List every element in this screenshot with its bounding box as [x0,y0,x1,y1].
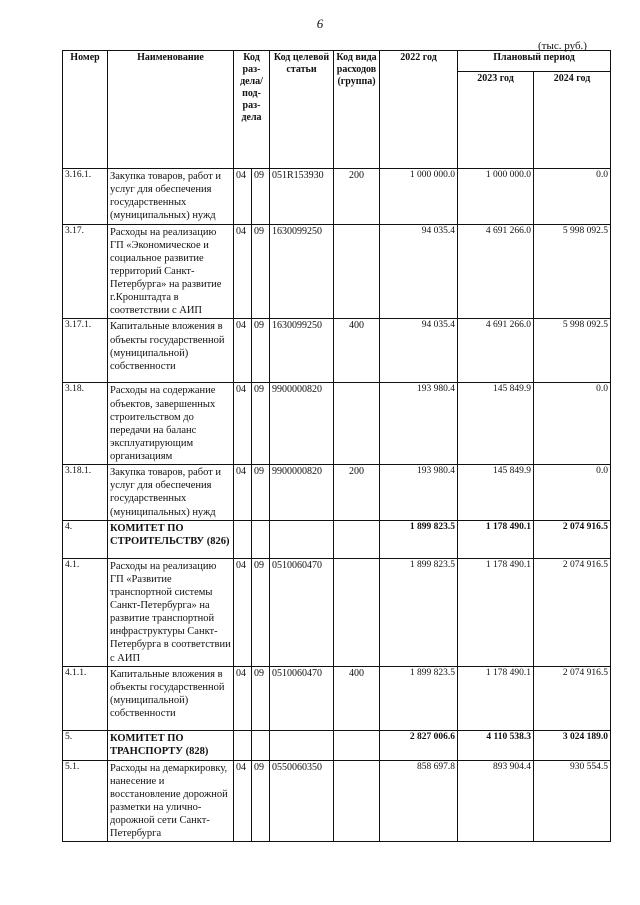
row-expense-type [334,730,380,760]
row-amount-2023: 145 849.9 [458,383,534,465]
row-amount-2023: 1 178 490.1 [458,520,534,558]
row-amount-2024: 930 554.5 [534,760,611,842]
row-amount-2024: 2 074 916.5 [534,558,611,666]
table-row [63,520,611,558]
row-subsection: 09 [252,224,270,319]
row-amount-2022: 94 035.4 [380,319,458,383]
row-subsection: 09 [252,666,270,730]
row-amount-2022: 858 697.8 [380,760,458,842]
row-number: 3.18. [63,383,108,465]
row-target-code: 0510060470 [270,558,334,666]
row-section: 04 [234,383,252,465]
row-amount-2024: 5 998 092.5 [534,224,611,319]
header-year-2023: 2023 год [458,72,534,169]
budget-table [62,50,611,842]
row-expense-type [334,760,380,842]
row-expense-type [334,520,380,558]
table-row [63,558,611,666]
table-row [63,465,611,521]
row-name: Расходы на реализацию ГП «Экономическое и социальное развитие территорий Санкт-Петербурга» на развитие г.Кронштадта в соответствии с АИП [108,224,234,319]
row-section [234,730,252,760]
table-body [63,169,611,842]
table-row [63,383,611,465]
header-year-2022: 2022 год [380,51,458,169]
row-name: Капитальные вложения в объекты государственной (муниципальной) собственности [108,666,234,730]
row-amount-2024: 0.0 [534,465,611,521]
row-target-code: 1630099250 [270,224,334,319]
row-name: Расходы на содержание объектов, завершенных строительством до передачи на баланс эксплуатирующим организациям [108,383,234,465]
row-section: 04 [234,666,252,730]
header-name: Наименование [108,51,234,169]
row-section [234,520,252,558]
table-header [63,51,611,169]
row-amount-2024: 2 074 916.5 [534,520,611,558]
row-expense-type [334,558,380,666]
row-name: КОМИТЕТ ПО СТРОИТЕЛЬСТВУ (826) [108,520,234,558]
row-amount-2023: 1 000 000.0 [458,169,534,225]
row-number: 3.17. [63,224,108,319]
row-amount-2022: 1 899 823.5 [380,520,458,558]
row-name: Закупка товаров, работ и услуг для обеспечения государственных (муниципальных) нужд [108,465,234,521]
row-amount-2024: 3 024 189.0 [534,730,611,760]
row-name: КОМИТЕТ ПО ТРАНСПОРТУ (828) [108,730,234,760]
row-amount-2023: 893 904.4 [458,760,534,842]
row-amount-2024: 2 074 916.5 [534,666,611,730]
header-planned-period: Плановый период [458,51,611,72]
row-amount-2022: 1 899 823.5 [380,666,458,730]
row-name: Закупка товаров, работ и услуг для обеспечения государственных (муниципальных) нужд [108,169,234,225]
row-subsection: 09 [252,319,270,383]
row-number: 3.18.1. [63,465,108,521]
row-name: Расходы на демаркировку, нанесение и восстановление дорожной разметки на улично-дорожной сети Санкт-Петербурга [108,760,234,842]
row-expense-type: 400 [334,319,380,383]
row-amount-2023: 4 691 266.0 [458,319,534,383]
row-number: 4.1. [63,558,108,666]
row-expense-type [334,224,380,319]
row-amount-2023: 1 178 490.1 [458,666,534,730]
row-number: 3.17.1. [63,319,108,383]
row-amount-2023: 4 110 538.3 [458,730,534,760]
row-target-code [270,520,334,558]
page-number: 6 [316,16,324,31]
table-row [63,666,611,730]
row-target-code: 0510060470 [270,666,334,730]
row-amount-2024: 5 998 092.5 [534,319,611,383]
row-amount-2024: 0.0 [534,383,611,465]
row-section: 04 [234,558,252,666]
header-expense-type: Код вида расходов (группа) [334,51,380,169]
row-section: 04 [234,465,252,521]
row-name: Расходы на реализацию ГП «Развитие транспортной системы Санкт-Петербурга» на развитие транспортной инфраструктуры Санкт-Петербурга в соответствии с АИП [108,558,234,666]
row-number: 3.16.1. [63,169,108,225]
row-amount-2022: 2 827 006.6 [380,730,458,760]
row-subsection: 09 [252,169,270,225]
row-name: Капитальные вложения в объекты государственной (муниципальной) собственности [108,319,234,383]
row-target-code: 051R153930 [270,169,334,225]
row-amount-2023: 145 849.9 [458,465,534,521]
header-target-code: Код целевой статьи [270,51,334,169]
row-section: 04 [234,224,252,319]
row-subsection [252,730,270,760]
row-subsection: 09 [252,465,270,521]
row-subsection: 09 [252,558,270,666]
row-amount-2022: 193 980.4 [380,383,458,465]
row-target-code: 1630099250 [270,319,334,383]
row-amount-2022: 1 000 000.0 [380,169,458,225]
row-target-code [270,730,334,760]
row-number: 4. [63,520,108,558]
row-number: 4.1.1. [63,666,108,730]
units-label: (тыс. руб.) [538,40,587,52]
row-target-code: 9900000820 [270,383,334,465]
row-subsection: 09 [252,383,270,465]
table-row [63,169,611,225]
row-subsection [252,520,270,558]
header-year-2024: 2024 год [534,72,611,169]
row-amount-2023: 1 178 490.1 [458,558,534,666]
row-expense-type [334,383,380,465]
row-subsection: 09 [252,760,270,842]
row-amount-2024: 0.0 [534,169,611,225]
table-row [63,224,611,319]
row-expense-type: 200 [334,465,380,521]
row-expense-type: 400 [334,666,380,730]
row-amount-2023: 4 691 266.0 [458,224,534,319]
row-number: 5. [63,730,108,760]
header-section-code: Код раз-дела/ под-раз-дела [234,51,270,169]
row-section: 04 [234,169,252,225]
row-target-code: 0550060350 [270,760,334,842]
row-section: 04 [234,319,252,383]
row-target-code: 9900000820 [270,465,334,521]
row-amount-2022: 193 980.4 [380,465,458,521]
row-amount-2022: 1 899 823.5 [380,558,458,666]
table-row [63,319,611,383]
table-row [63,730,611,760]
row-section: 04 [234,760,252,842]
table-row [63,760,611,842]
row-number: 5.1. [63,760,108,842]
row-expense-type: 200 [334,169,380,225]
row-amount-2022: 94 035.4 [380,224,458,319]
header-number: Номер [63,51,108,169]
